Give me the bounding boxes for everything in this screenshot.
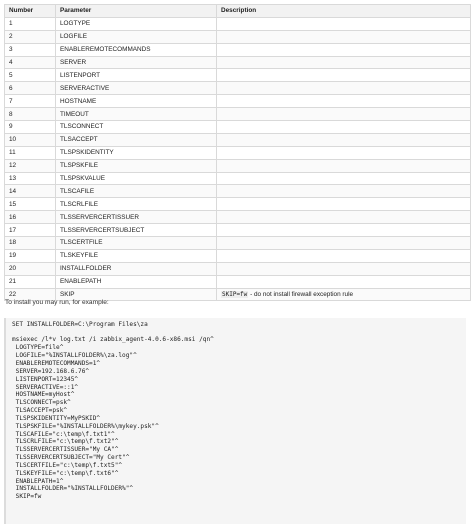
row-number: 18 bbox=[5, 237, 56, 250]
table-row bbox=[5, 224, 471, 237]
row-parameter: TLSACCEPT bbox=[56, 133, 217, 146]
row-parameter: TLSSERVERCERTSUBJECT bbox=[56, 224, 217, 237]
row-parameter: TLSKEYFILE bbox=[56, 249, 217, 262]
column-header-number: Number bbox=[5, 5, 56, 18]
code-line: SERVER=192.168.6.76^ bbox=[12, 367, 90, 375]
row-number: 17 bbox=[5, 224, 56, 237]
row-description bbox=[217, 146, 471, 159]
table-row bbox=[5, 211, 471, 224]
code-line: SERVERACTIVE=::1^ bbox=[12, 383, 79, 391]
row-number: 6 bbox=[5, 82, 56, 95]
row-parameter: TLSCRLFILE bbox=[56, 198, 217, 211]
row-description bbox=[217, 211, 471, 224]
row-description bbox=[217, 262, 471, 275]
table-row bbox=[5, 121, 471, 134]
table-row bbox=[5, 82, 471, 95]
row-number: 8 bbox=[5, 108, 56, 121]
table-body bbox=[5, 17, 471, 301]
code-line: TLSCERTFILE="c:\temp\f.txt5"^ bbox=[12, 461, 123, 469]
row-parameter: SERVERACTIVE bbox=[56, 82, 217, 95]
code-line: ENABLEREMOTECOMMANDS=1^ bbox=[12, 359, 101, 367]
row-description bbox=[217, 159, 471, 172]
row-parameter: TLSCERTFILE bbox=[56, 237, 217, 250]
row-parameter: TLSCONNECT bbox=[56, 121, 217, 134]
row-description bbox=[217, 121, 471, 134]
table-row bbox=[5, 198, 471, 211]
code-line: ENABLEPATH=1^ bbox=[12, 477, 64, 485]
table-row bbox=[5, 17, 471, 30]
code-line: TLSCONNECT=psk^ bbox=[12, 399, 71, 407]
table-row bbox=[5, 146, 471, 159]
row-number: 16 bbox=[5, 211, 56, 224]
table-row bbox=[5, 172, 471, 185]
code-line: HOSTNAME=myHost^ bbox=[12, 391, 75, 399]
row-description bbox=[217, 172, 471, 185]
row-description bbox=[217, 69, 471, 82]
row-number: 13 bbox=[5, 172, 56, 185]
install-intro-text: To install you may run, for example: bbox=[5, 299, 109, 306]
row-description bbox=[217, 17, 471, 30]
code-line: TLSKEYFILE="c:\temp\f.txt6"^ bbox=[12, 469, 119, 477]
row-description bbox=[217, 288, 471, 301]
parameters-table bbox=[4, 4, 471, 301]
description-text: - do not install firewall exception rule bbox=[248, 291, 354, 299]
row-number: 21 bbox=[5, 275, 56, 288]
row-description bbox=[217, 133, 471, 146]
row-description bbox=[217, 30, 471, 43]
row-parameter: TLSPSKIDENTITY bbox=[56, 146, 217, 159]
row-number: 15 bbox=[5, 198, 56, 211]
table-row bbox=[5, 275, 471, 288]
row-number: 10 bbox=[5, 133, 56, 146]
row-parameter: SKIP bbox=[56, 288, 217, 301]
row-parameter: TLSSERVERCERTISSUER bbox=[56, 211, 217, 224]
row-parameter: LISTENPORT bbox=[56, 69, 217, 82]
table-row bbox=[5, 262, 471, 275]
code-line: TLSSERVERCERTISSUER="My CA"^ bbox=[12, 446, 119, 454]
row-number: 19 bbox=[5, 249, 56, 262]
code-line: LISTENPORT=12345^ bbox=[12, 375, 79, 383]
row-parameter: ENABLEREMOTECOMMANDS bbox=[56, 43, 217, 56]
row-parameter: TLSPSKFILE bbox=[56, 159, 217, 172]
table-header-row bbox=[5, 5, 471, 18]
code-line: msiexec /l*v log.txt /i zabbix_agent-4.0.6-x86.msi /qn^ bbox=[12, 336, 214, 344]
code-line: SKIP=fw bbox=[12, 493, 42, 501]
row-parameter: LOGTYPE bbox=[56, 17, 217, 30]
row-description bbox=[217, 237, 471, 250]
row-description bbox=[217, 56, 471, 69]
table-row bbox=[5, 185, 471, 198]
row-description bbox=[217, 108, 471, 121]
table-row bbox=[5, 108, 471, 121]
table-row bbox=[5, 69, 471, 82]
code-line: TLSACCEPT=psk^ bbox=[12, 407, 68, 415]
set-installfolder-line: SET INSTALLFOLDER=C:\Program Files\za bbox=[12, 321, 148, 328]
row-description bbox=[217, 82, 471, 95]
code-line: LOGTYPE=file^ bbox=[12, 344, 64, 352]
row-number: 22 bbox=[5, 288, 56, 301]
row-number: 1 bbox=[5, 17, 56, 30]
code-line: TLSSERVERCERTSUBJECT="My Cert"^ bbox=[12, 454, 130, 462]
row-number: 12 bbox=[5, 159, 56, 172]
row-description bbox=[217, 185, 471, 198]
code-line: TLSPSKFILE="%INSTALLFOLDER%\mykey.psk"^ bbox=[12, 422, 159, 430]
table-row bbox=[5, 237, 471, 250]
table-row bbox=[5, 95, 471, 108]
row-parameter: TIMEOUT bbox=[56, 108, 217, 121]
column-header-parameter: Parameter bbox=[56, 5, 217, 18]
code-line: TLSCAFILE="c:\temp\f.txt1"^ bbox=[12, 430, 115, 438]
install-code-block bbox=[4, 318, 466, 524]
row-description bbox=[217, 95, 471, 108]
code-line: LOGFILE="%INSTALLFOLDER%\za.log"^ bbox=[12, 352, 137, 360]
row-number: 14 bbox=[5, 185, 56, 198]
row-parameter: TLSPSKVALUE bbox=[56, 172, 217, 185]
table-row bbox=[5, 43, 471, 56]
row-number: 20 bbox=[5, 262, 56, 275]
code-line: TLSCRLFILE="c:\temp\f.txt2"^ bbox=[12, 438, 119, 446]
row-description bbox=[217, 43, 471, 56]
row-parameter: LOGFILE bbox=[56, 30, 217, 43]
row-number: 2 bbox=[5, 30, 56, 43]
code-line: TLSPSKIDENTITY=MyPSKID^ bbox=[12, 414, 101, 422]
table-row bbox=[5, 159, 471, 172]
row-number: 3 bbox=[5, 43, 56, 56]
row-description bbox=[217, 224, 471, 237]
code-line: INSTALLFOLDER="%INSTALLFOLDER%"^ bbox=[12, 485, 134, 493]
code-gap bbox=[12, 329, 460, 337]
row-description bbox=[217, 249, 471, 262]
row-description bbox=[217, 275, 471, 288]
row-parameter: TLSCAFILE bbox=[56, 185, 217, 198]
msiexec-command bbox=[12, 336, 460, 501]
row-number: 4 bbox=[5, 56, 56, 69]
description-code: SKIP=fw bbox=[222, 291, 248, 299]
table-row bbox=[5, 133, 471, 146]
row-parameter: INSTALLFOLDER bbox=[56, 262, 217, 275]
row-description bbox=[217, 198, 471, 211]
table-row bbox=[5, 56, 471, 69]
row-parameter: HOSTNAME bbox=[56, 95, 217, 108]
row-parameter: ENABLEPATH bbox=[56, 275, 217, 288]
column-header-description: Description bbox=[217, 5, 471, 18]
row-number: 7 bbox=[5, 95, 56, 108]
row-number: 9 bbox=[5, 121, 56, 134]
table-row bbox=[5, 30, 471, 43]
row-number: 5 bbox=[5, 69, 56, 82]
row-number: 11 bbox=[5, 146, 56, 159]
table-row bbox=[5, 249, 471, 262]
row-parameter: SERVER bbox=[56, 56, 217, 69]
